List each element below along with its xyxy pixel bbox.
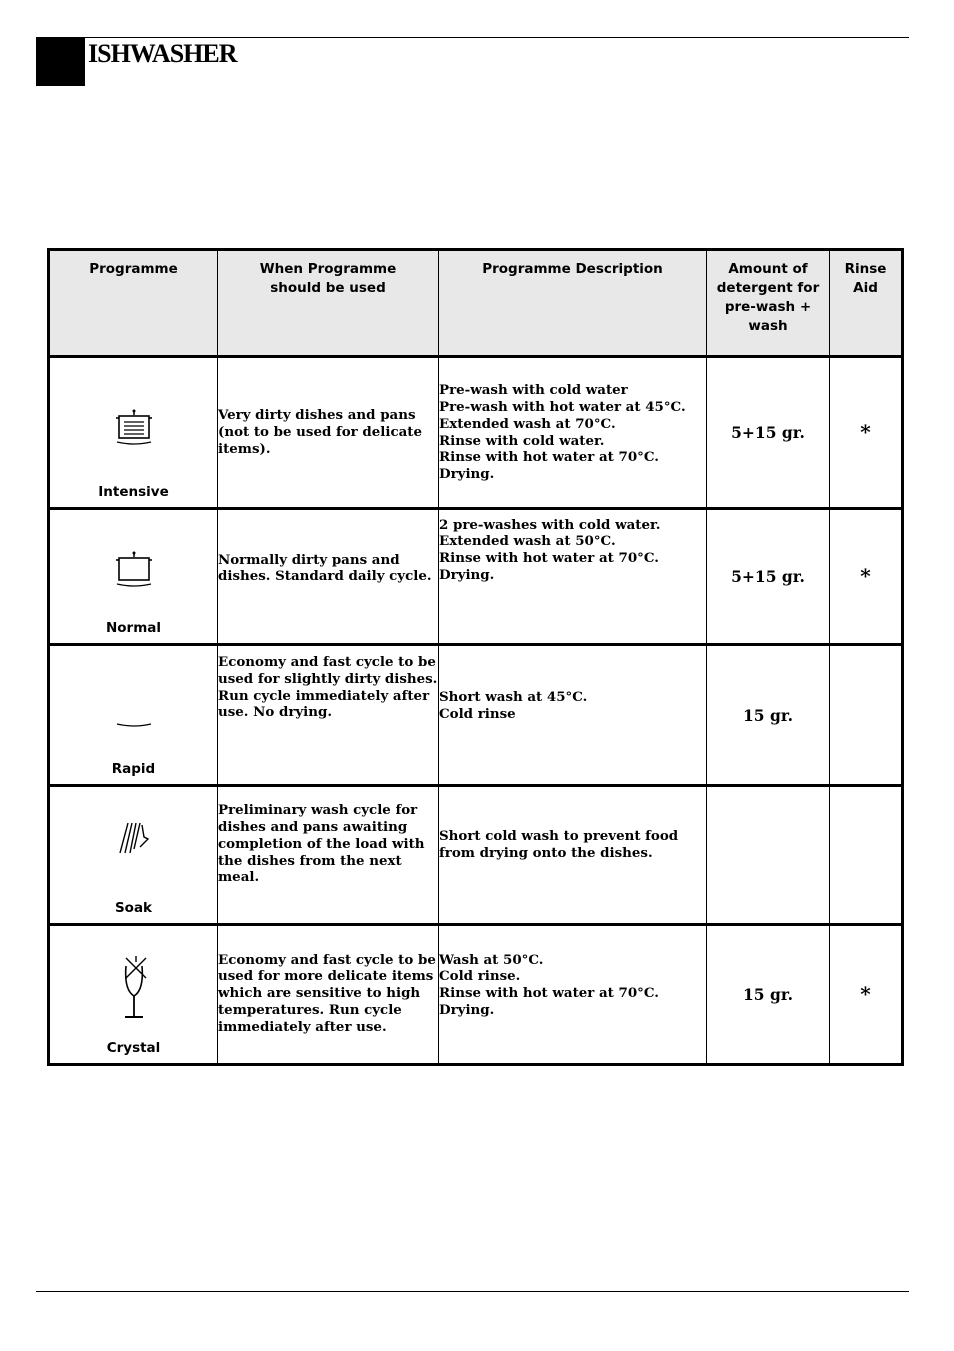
programme-cell xyxy=(49,924,218,1064)
programme-name: Crystal xyxy=(106,1040,161,1056)
bottom-rule xyxy=(36,1291,909,1292)
description-cell xyxy=(439,644,707,785)
programme-cell xyxy=(49,357,218,508)
when-used-text: Preliminary wash cycle for dishes and pans awaiting completion of the load with the dishes from the next meal. xyxy=(218,802,425,886)
intensive-pot-icon xyxy=(114,408,154,448)
when-used-cell xyxy=(218,508,439,644)
description-text: Short cold wash to prevent food from drying onto the dishes. xyxy=(439,828,679,862)
normal-pot-icon xyxy=(114,550,154,590)
col-header-detergent: Amount of detergent for pre-wash + wash xyxy=(707,250,830,357)
programme-name: Normal xyxy=(105,619,162,636)
programme-cell xyxy=(49,786,218,924)
col-header-description: Programme Description xyxy=(439,250,707,357)
detergent-cell xyxy=(707,786,830,924)
page-title: ISHWASHER xyxy=(88,39,237,68)
table-row xyxy=(49,644,903,785)
detergent-cell: 5+15 gr. xyxy=(707,508,830,644)
description-text: Wash at 50°C. Cold rinse. Rinse with hot water at 70°C. Drying. xyxy=(439,951,659,1018)
table-row xyxy=(49,357,903,508)
detergent-cell: 15 gr. xyxy=(707,644,830,785)
description-cell xyxy=(439,786,707,924)
rinse-aid-cell xyxy=(830,644,903,785)
when-used-cell xyxy=(218,644,439,785)
when-used-cell xyxy=(218,924,439,1064)
description-text: Pre-wash with cold water Pre-wash with hot water at 45°C. Extended wash at 70°C. Rinse with cold water. Rinse with hot water at 70°C. Drying. xyxy=(439,382,686,483)
when-used-text: Very dirty dishes and pans (not to be used for delicate items). xyxy=(218,407,422,457)
table-header-row xyxy=(49,250,903,357)
table-row xyxy=(49,924,903,1064)
programme-cell xyxy=(49,644,218,785)
rinse-aid-cell: * xyxy=(830,924,903,1064)
description-cell xyxy=(439,924,707,1064)
col-header-rinse-aid: Rinse Aid xyxy=(830,250,903,357)
detergent-cell: 5+15 gr. xyxy=(707,357,830,508)
when-used-text: Economy and fast cycle to be used for slightly dirty dishes. Run cycle immediately after use. No drying. xyxy=(218,653,438,721)
programme-table xyxy=(47,248,904,1066)
when-used-cell xyxy=(218,786,439,924)
table-row xyxy=(49,508,903,644)
header-black-block xyxy=(36,37,85,86)
description-text: Short wash at 45°C. Cold rinse xyxy=(439,688,588,722)
programme-cell xyxy=(49,508,218,644)
description-text: 2 pre-washes with cold water. Extended wash at 50°C. Rinse with hot water at 70°C. Drying. xyxy=(439,516,661,583)
table-row xyxy=(49,786,903,924)
programme-name: Soak xyxy=(114,899,153,916)
soak-shower-icon xyxy=(114,819,154,859)
programme-name: Intensive xyxy=(98,483,169,500)
programme-name: Rapid xyxy=(111,761,156,778)
when-used-text: Economy and fast cycle to be used for more delicate items which are sensitive to high temperatures. Run cycle immediately after use. xyxy=(218,951,436,1035)
rinse-aid-cell xyxy=(830,786,903,924)
description-cell xyxy=(439,357,707,508)
when-used-text: Normally dirty pans and dishes. Standard daily cycle. xyxy=(218,551,432,585)
rinse-aid-cell: * xyxy=(830,357,903,508)
col-header-when-used: When Programme should be used xyxy=(218,250,439,357)
crystal-glass-icon xyxy=(114,954,154,1022)
detergent-cell: 15 gr. xyxy=(707,924,830,1064)
description-cell xyxy=(439,508,707,644)
rinse-aid-cell: * xyxy=(830,508,903,644)
rapid-dish-icon xyxy=(114,720,154,732)
col-header-programme: Programme xyxy=(49,250,218,357)
when-used-cell xyxy=(218,357,439,508)
